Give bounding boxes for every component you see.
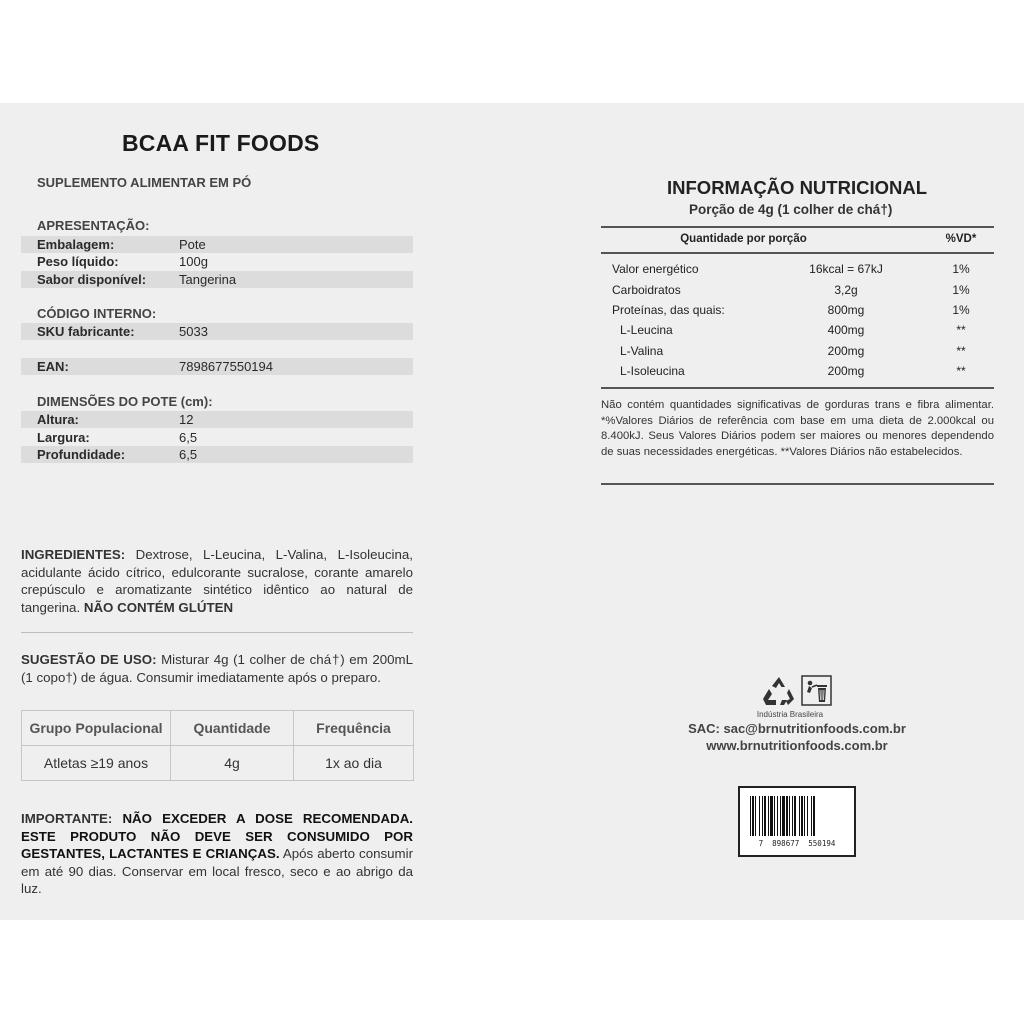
product-title: BCAA FIT FOODS bbox=[122, 130, 320, 156]
nutrient-vd: ** bbox=[956, 323, 966, 337]
spec-row bbox=[21, 253, 413, 270]
header-vd: %VD* bbox=[945, 233, 977, 245]
spec-row bbox=[21, 358, 413, 375]
barcode-digits: 7 898677 550194 bbox=[758, 839, 836, 848]
spec-value: 100g bbox=[179, 254, 208, 269]
nutrition-footnote: Não contém quantidades significativas de gorduras trans e fibra alimentar. *%Valores Diários de referência com base em uma dieta de 2.000kcal ou 8.400kJ. Seus Valores Diários podem ser maiores ou menores dependendo de suas necessidades energéticas. **Valores Diários não estabelecidos. bbox=[601, 399, 994, 458]
nutrition-serving: Porção de 4g (1 colher de chá†) bbox=[689, 202, 893, 217]
nutrition-row bbox=[601, 361, 994, 381]
spec-value: 6,5 bbox=[179, 430, 198, 445]
spec-label: Sabor disponível: bbox=[37, 272, 147, 287]
spec-row bbox=[21, 236, 413, 253]
spec-label: EAN: bbox=[37, 359, 69, 374]
spec-label: Peso líquido: bbox=[37, 254, 119, 269]
table-rule bbox=[601, 252, 994, 254]
spec-label: SKU fabricante: bbox=[37, 324, 135, 339]
divider bbox=[21, 632, 413, 633]
spec-value: Pote bbox=[179, 237, 206, 252]
nutrient-name: L-Isoleucina bbox=[620, 364, 685, 378]
barcode-bar bbox=[768, 796, 769, 836]
barcode-bar bbox=[811, 796, 812, 836]
spec-row bbox=[21, 446, 413, 463]
barcode bbox=[738, 786, 856, 857]
barcode-bar bbox=[786, 796, 788, 836]
nutrient-vd: 1% bbox=[952, 262, 970, 276]
ingredients-paragraph bbox=[21, 546, 413, 616]
barcode-bar bbox=[807, 796, 808, 836]
table-cell: 4g bbox=[171, 746, 294, 781]
nutrition-row bbox=[601, 341, 994, 361]
nutrient-name: L-Leucina bbox=[620, 323, 673, 337]
usage-paragraph bbox=[21, 651, 413, 686]
spec-value: 7898677550194 bbox=[179, 359, 273, 374]
spec-value: 6,5 bbox=[179, 447, 198, 462]
recycle-icon bbox=[762, 675, 796, 707]
barcode-bar bbox=[799, 796, 800, 836]
barcode-bar bbox=[750, 796, 751, 836]
barcode-bar bbox=[774, 796, 775, 836]
table-rule bbox=[601, 387, 994, 389]
nutrient-qty: 200mg bbox=[827, 344, 865, 358]
barcode-bar bbox=[792, 796, 793, 836]
usage-table bbox=[21, 710, 414, 781]
nutrient-vd: ** bbox=[956, 344, 966, 358]
header-quantity: Quantidade por porção bbox=[680, 233, 807, 245]
important-text: Após aberto consumir em até 90 dias. Conservar em local fresco, seco e ao abrigo da luz. bbox=[21, 846, 413, 897]
barcode-bar bbox=[777, 796, 778, 836]
spec-value: Tangerina bbox=[179, 272, 237, 287]
product-subtitle: SUPLEMENTO ALIMENTAR EM PÓ bbox=[37, 175, 252, 190]
internal-code-heading: CÓDIGO INTERNO: bbox=[37, 306, 157, 321]
barcode-bar bbox=[762, 796, 763, 836]
spec-value: 12 bbox=[179, 412, 194, 427]
ingredients-text: Dextrose, L-Leucina, L-Valina, L-Isoleucina, acidulante ácido cítrico, edulcorante sucralose, corante amarelo crepúsculo e aromatizante sintético idêntico ao natural de tangerina. bbox=[21, 547, 413, 615]
barcode-bar bbox=[794, 796, 796, 836]
nutrient-name: Valor energético bbox=[612, 262, 699, 276]
nutrient-vd: 1% bbox=[952, 303, 970, 317]
barcode-bar bbox=[755, 796, 756, 836]
spec-label: Altura: bbox=[37, 412, 79, 427]
nutrient-vd: ** bbox=[956, 364, 966, 378]
nutrient-vd: 1% bbox=[952, 283, 970, 297]
trash-bin-icon bbox=[801, 675, 832, 706]
website: www.brnutritionfoods.com.br bbox=[706, 738, 888, 753]
spec-label: Profundidade: bbox=[37, 447, 126, 462]
nutrient-qty: 800mg bbox=[827, 303, 865, 317]
spec-row bbox=[21, 323, 413, 340]
barcode-bar bbox=[764, 796, 766, 836]
barcode-bar bbox=[804, 796, 805, 836]
barcode-bar bbox=[789, 796, 790, 836]
table-rule bbox=[601, 226, 994, 228]
nutrition-row bbox=[601, 259, 994, 279]
industry-text: Indústria Brasileira bbox=[756, 710, 824, 719]
nutrient-name: Carboidratos bbox=[612, 283, 681, 297]
nutrition-row bbox=[601, 300, 994, 320]
barcode-bar bbox=[782, 796, 785, 836]
nutrient-name: L-Valina bbox=[620, 344, 664, 358]
spec-row bbox=[21, 429, 413, 446]
table-cell: Atletas ≥19 anos bbox=[22, 746, 171, 781]
spec-row bbox=[21, 411, 413, 428]
nutrient-qty: 200mg bbox=[827, 364, 865, 378]
barcode-bar bbox=[780, 796, 781, 836]
ingredients-label: INGREDIENTES: bbox=[21, 547, 126, 562]
important-label: IMPORTANTE: bbox=[21, 811, 113, 826]
important-warning: NÃO EXCEDER A DOSE RECOMENDADA. ESTE PRODUTO NÃO DEVE SER CONSUMIDO POR GESTANTES, LACTANTES E CRIANÇAS. bbox=[21, 811, 413, 862]
spec-row bbox=[21, 271, 413, 288]
barcode-bar bbox=[801, 796, 803, 836]
nutrition-row bbox=[601, 320, 994, 340]
gluten-warning: NÃO CONTÉM GLÚTEN bbox=[83, 599, 234, 615]
barcode-bar bbox=[770, 796, 773, 836]
column-header: Grupo Populacional bbox=[22, 711, 171, 746]
presentation-heading: APRESENTAÇÃO: bbox=[37, 218, 150, 233]
spec-label: Largura: bbox=[37, 430, 90, 445]
nutrition-row bbox=[601, 280, 994, 300]
important-paragraph bbox=[21, 810, 413, 898]
usage-text: Misturar 4g (1 colher de chá†) em 200mL (1 copo†) de água. Consumir imediatamente após o preparo. bbox=[21, 652, 413, 685]
table-cell: 1x ao dia bbox=[294, 746, 414, 781]
sac-contact: SAC: sac@brnutritionfoods.com.br bbox=[688, 721, 906, 736]
table-rule bbox=[601, 483, 994, 485]
spec-label: Embalagem: bbox=[37, 237, 115, 252]
nutrient-qty: 3,2g bbox=[834, 283, 858, 297]
spec-value: 5033 bbox=[179, 324, 208, 339]
usage-label: SUGESTÃO DE USO: bbox=[21, 652, 157, 667]
barcode-bar bbox=[813, 796, 815, 836]
nutrition-header-row bbox=[601, 230, 994, 248]
dimensions-heading: DIMENSÕES DO POTE (cm): bbox=[37, 394, 213, 409]
nutrition-title-text: INFORMAÇÃO NUTRICIONAL bbox=[667, 177, 928, 198]
column-header: Quantidade bbox=[171, 711, 294, 746]
column-header: Frequência bbox=[294, 711, 414, 746]
barcode-bar bbox=[759, 796, 760, 836]
nutrient-qty: 400mg bbox=[827, 323, 865, 337]
nutrient-qty: 16kcal = 67kJ bbox=[809, 262, 883, 276]
barcode-bar bbox=[752, 796, 754, 836]
nutrient-name: Proteínas, das quais: bbox=[612, 303, 725, 317]
